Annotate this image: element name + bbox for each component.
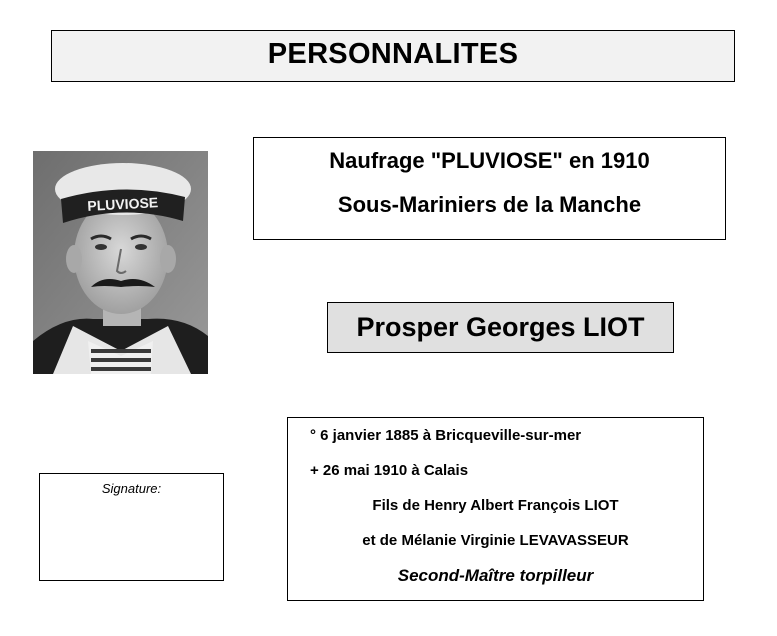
event-title-line-2: Sous-Mariniers de la Manche — [337, 192, 642, 217]
event-title-box — [253, 137, 726, 240]
birth-line: ° 6 janvier 1885 à Bricqueville-sur-mer — [310, 427, 582, 444]
signature-box — [39, 473, 224, 581]
father-line: Fils de Henry Albert François LIOT — [372, 497, 619, 514]
mother-line: et de Mélanie Virginie LEVAVASSEUR — [362, 532, 629, 549]
cap-lettering: PLUVIOSE — [86, 194, 159, 214]
page-title: PERSONNALITES — [267, 38, 519, 70]
person-name-box — [327, 302, 674, 353]
person-name: Prosper Georges LIOT — [356, 312, 645, 342]
header-box — [51, 30, 735, 82]
rank-line: Second-Maître torpilleur — [397, 566, 594, 585]
signature-label: Signature: — [101, 481, 162, 496]
biography-box — [287, 417, 704, 601]
death-line: + 26 mai 1910 à Calais — [310, 462, 469, 479]
event-title-line-1: Naufrage "PLUVIOSE" en 1910 — [329, 148, 650, 173]
portrait-photo — [33, 151, 208, 374]
